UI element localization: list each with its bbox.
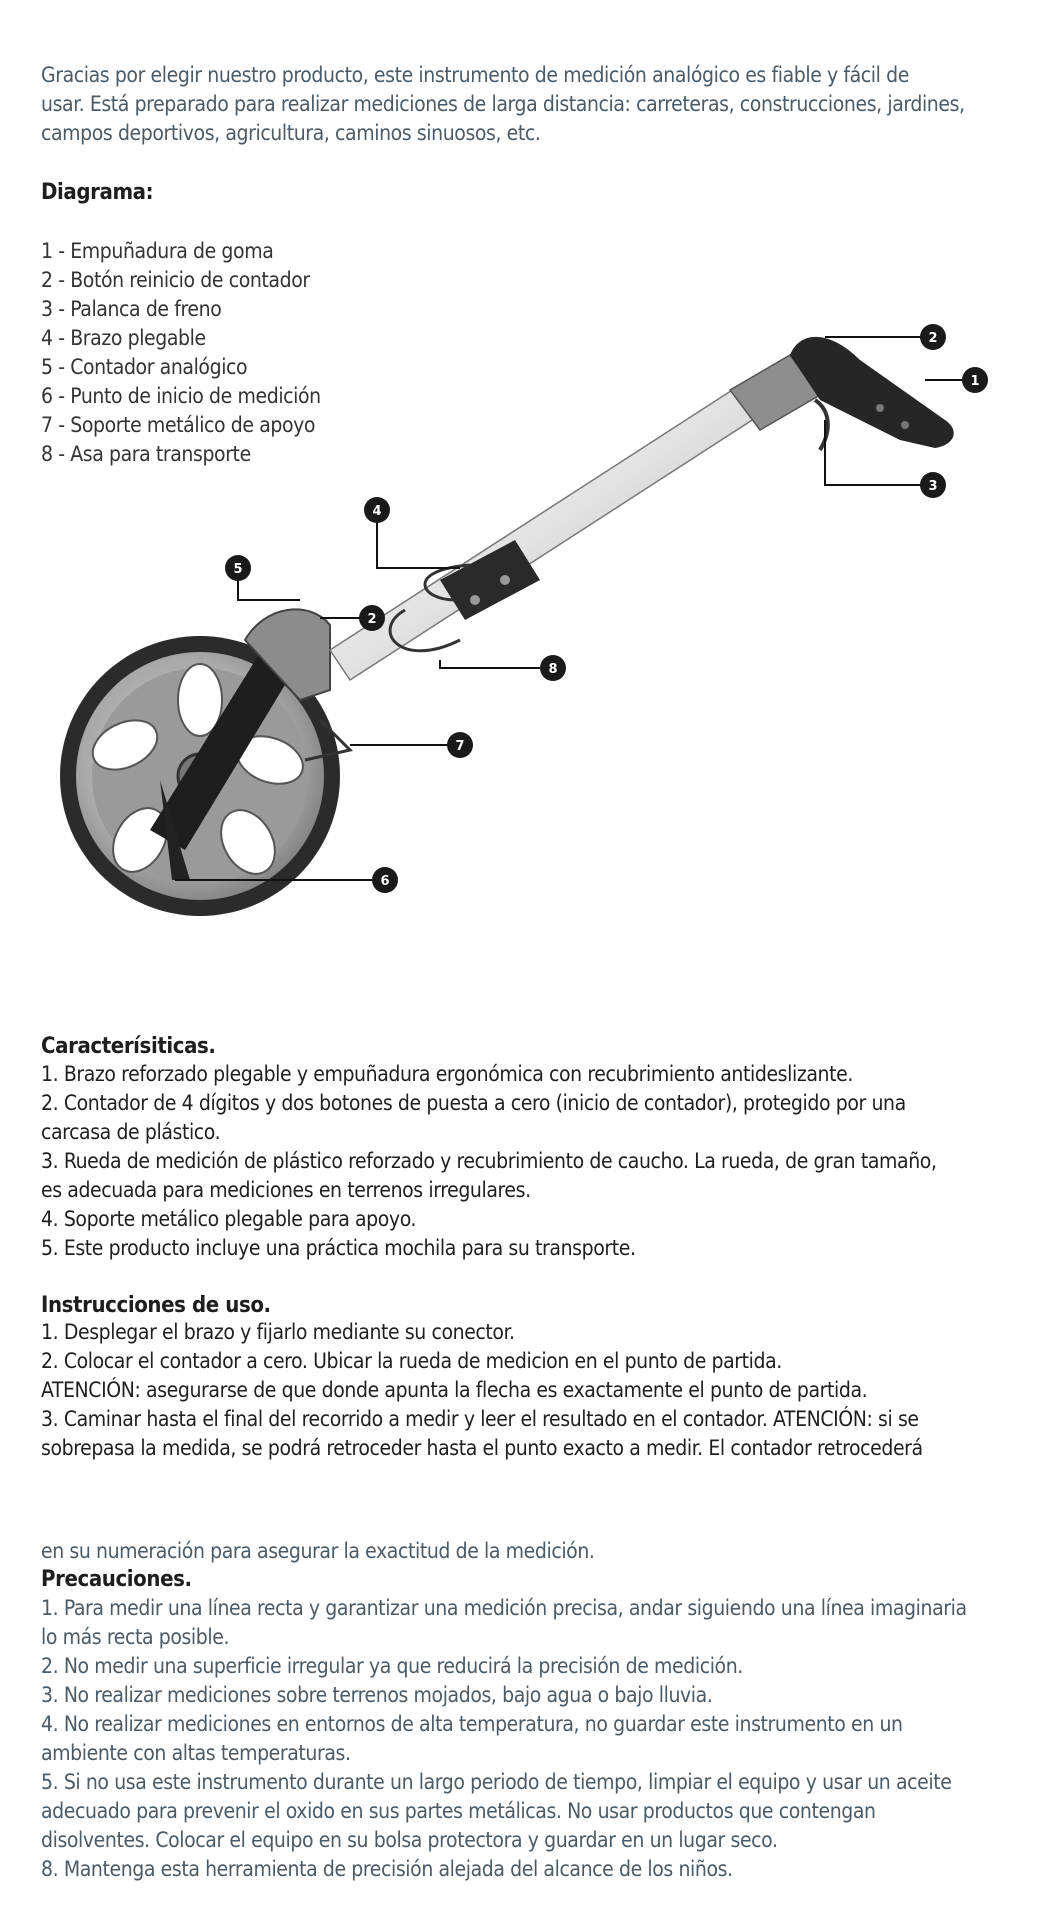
diagram-heading: Diagrama: xyxy=(41,180,154,205)
precautions-line: 4. No realizar mediciones en entornos de alta temperatura, no guardar este instrumento en un xyxy=(41,1712,903,1736)
svg-text:4: 4 xyxy=(372,504,382,519)
features-line: carcasa de plástico. xyxy=(41,1120,221,1144)
instructions-line: 2. Colocar el contador a cero. Ubicar la rueda de medicion en el punto de partida. xyxy=(41,1349,782,1373)
list-item: 1 - Empuñadura de goma xyxy=(41,239,274,263)
callout-marker-4 xyxy=(364,497,390,523)
callout-marker-8 xyxy=(540,655,566,681)
callout-marker-1 xyxy=(962,367,988,393)
list-item: 8 - Asa para transporte xyxy=(41,442,251,466)
measuring-wheel-illustration xyxy=(0,300,1057,940)
svg-text:2: 2 xyxy=(928,331,938,346)
precautions-line: 5. Si no usa este instrumento durante un largo periodo de tiempo, limpiar el equipo y usar un aceite xyxy=(41,1770,952,1794)
list-item: 7 - Soporte metálico de apoyo xyxy=(41,413,316,437)
precautions-line: lo más recta posible. xyxy=(41,1625,230,1649)
features-heading: Caracterísiticas. xyxy=(41,1034,216,1059)
features-line: 4. Soporte metálico plegable para apoyo. xyxy=(41,1207,417,1231)
features-line: 5. Este producto incluye una práctica mochila para su transporte. xyxy=(41,1236,636,1260)
intro-line: Gracias por elegir nuestro producto, este instrumento de medición analógico es fiable y fácil de xyxy=(41,63,909,87)
list-item: 4 - Brazo plegable xyxy=(41,326,206,350)
svg-text:2: 2 xyxy=(367,612,377,627)
svg-text:8: 8 xyxy=(548,662,558,677)
instructions-line: sobrepasa la medida, se podrá retroceder hasta el punto exacto a medir. El contador retrocederá xyxy=(41,1436,923,1460)
instructions-line: ATENCIÓN: asegurarse de que donde apunta la flecha es exactamente el punto de partida. xyxy=(41,1378,868,1402)
callout-marker-2-counter xyxy=(359,605,385,631)
svg-text:5: 5 xyxy=(233,562,243,577)
callout-marker-5 xyxy=(225,555,251,581)
precautions-line: disolventes. Colocar el equipo en su bolsa protectora y guardar en un lugar seco. xyxy=(41,1828,778,1852)
svg-text:3: 3 xyxy=(928,479,938,494)
features-line: 2. Contador de 4 dígitos y dos botones de puesta a cero (inicio de contador), protegido por una xyxy=(41,1091,906,1115)
callout-marker-6 xyxy=(372,867,398,893)
svg-text:1: 1 xyxy=(970,374,980,389)
features-line: 1. Brazo reforzado plegable y empuñadura ergonómica con recubrimiento antideslizante. xyxy=(41,1062,853,1086)
precautions-line: ambiente con altas temperaturas. xyxy=(41,1741,351,1765)
instructions-line: 3. Caminar hasta el final del recorrido a medir y leer el resultado en el contador. ATENCIÓN: si se xyxy=(41,1407,919,1431)
precautions-line: 2. No medir una superficie irregular ya que reducirá la precisión de medición. xyxy=(41,1654,743,1678)
features-line: es adecuada para mediciones en terrenos irregulares. xyxy=(41,1178,531,1202)
precautions-line: 3. No realizar mediciones sobre terrenos mojados, bajo agua o bajo lluvia. xyxy=(41,1683,713,1707)
list-item: 6 - Punto de inicio de medición xyxy=(41,384,321,408)
callout-marker-2 xyxy=(920,324,946,350)
folding-arm xyxy=(330,385,760,680)
list-item: 5 - Contador analógico xyxy=(41,355,248,379)
svg-text:7: 7 xyxy=(455,739,465,754)
instructions-heading: Instrucciones de uso. xyxy=(41,1293,271,1318)
list-item: 3 - Palanca de freno xyxy=(41,297,222,321)
precautions-line: 1. Para medir una línea recta y garantizar una medición precisa, andar siguiendo una línea imaginaria xyxy=(41,1596,967,1620)
intro-line: campos deportivos, agricultura, caminos sinuosos, etc. xyxy=(41,121,541,145)
intro-line: usar. Está preparado para realizar mediciones de larga distancia: carreteras, construcciones, jardines, xyxy=(41,92,965,116)
list-item: 2 - Botón reinicio de contador xyxy=(41,268,310,292)
svg-text:6: 6 xyxy=(380,874,390,889)
callout-marker-3 xyxy=(920,472,946,498)
callout-marker-7 xyxy=(447,732,473,758)
precautions-heading: Precauciones. xyxy=(41,1567,192,1592)
precautions-line: 8. Mantenga esta herramienta de precisión alejada del alcance de los niños. xyxy=(41,1857,733,1881)
instructions-line: 1. Desplegar el brazo y fijarlo mediante su conector. xyxy=(41,1320,515,1344)
instructions-continuation: en su numeración para asegurar la exactitud de la medición. xyxy=(41,1539,595,1563)
features-line: 3. Rueda de medición de plástico reforzado y recubrimiento de caucho. La rueda, de gran tamaño, xyxy=(41,1149,937,1173)
precautions-line: adecuado para prevenir el oxido en sus partes metálicas. No usar productos que contengan xyxy=(41,1799,876,1823)
